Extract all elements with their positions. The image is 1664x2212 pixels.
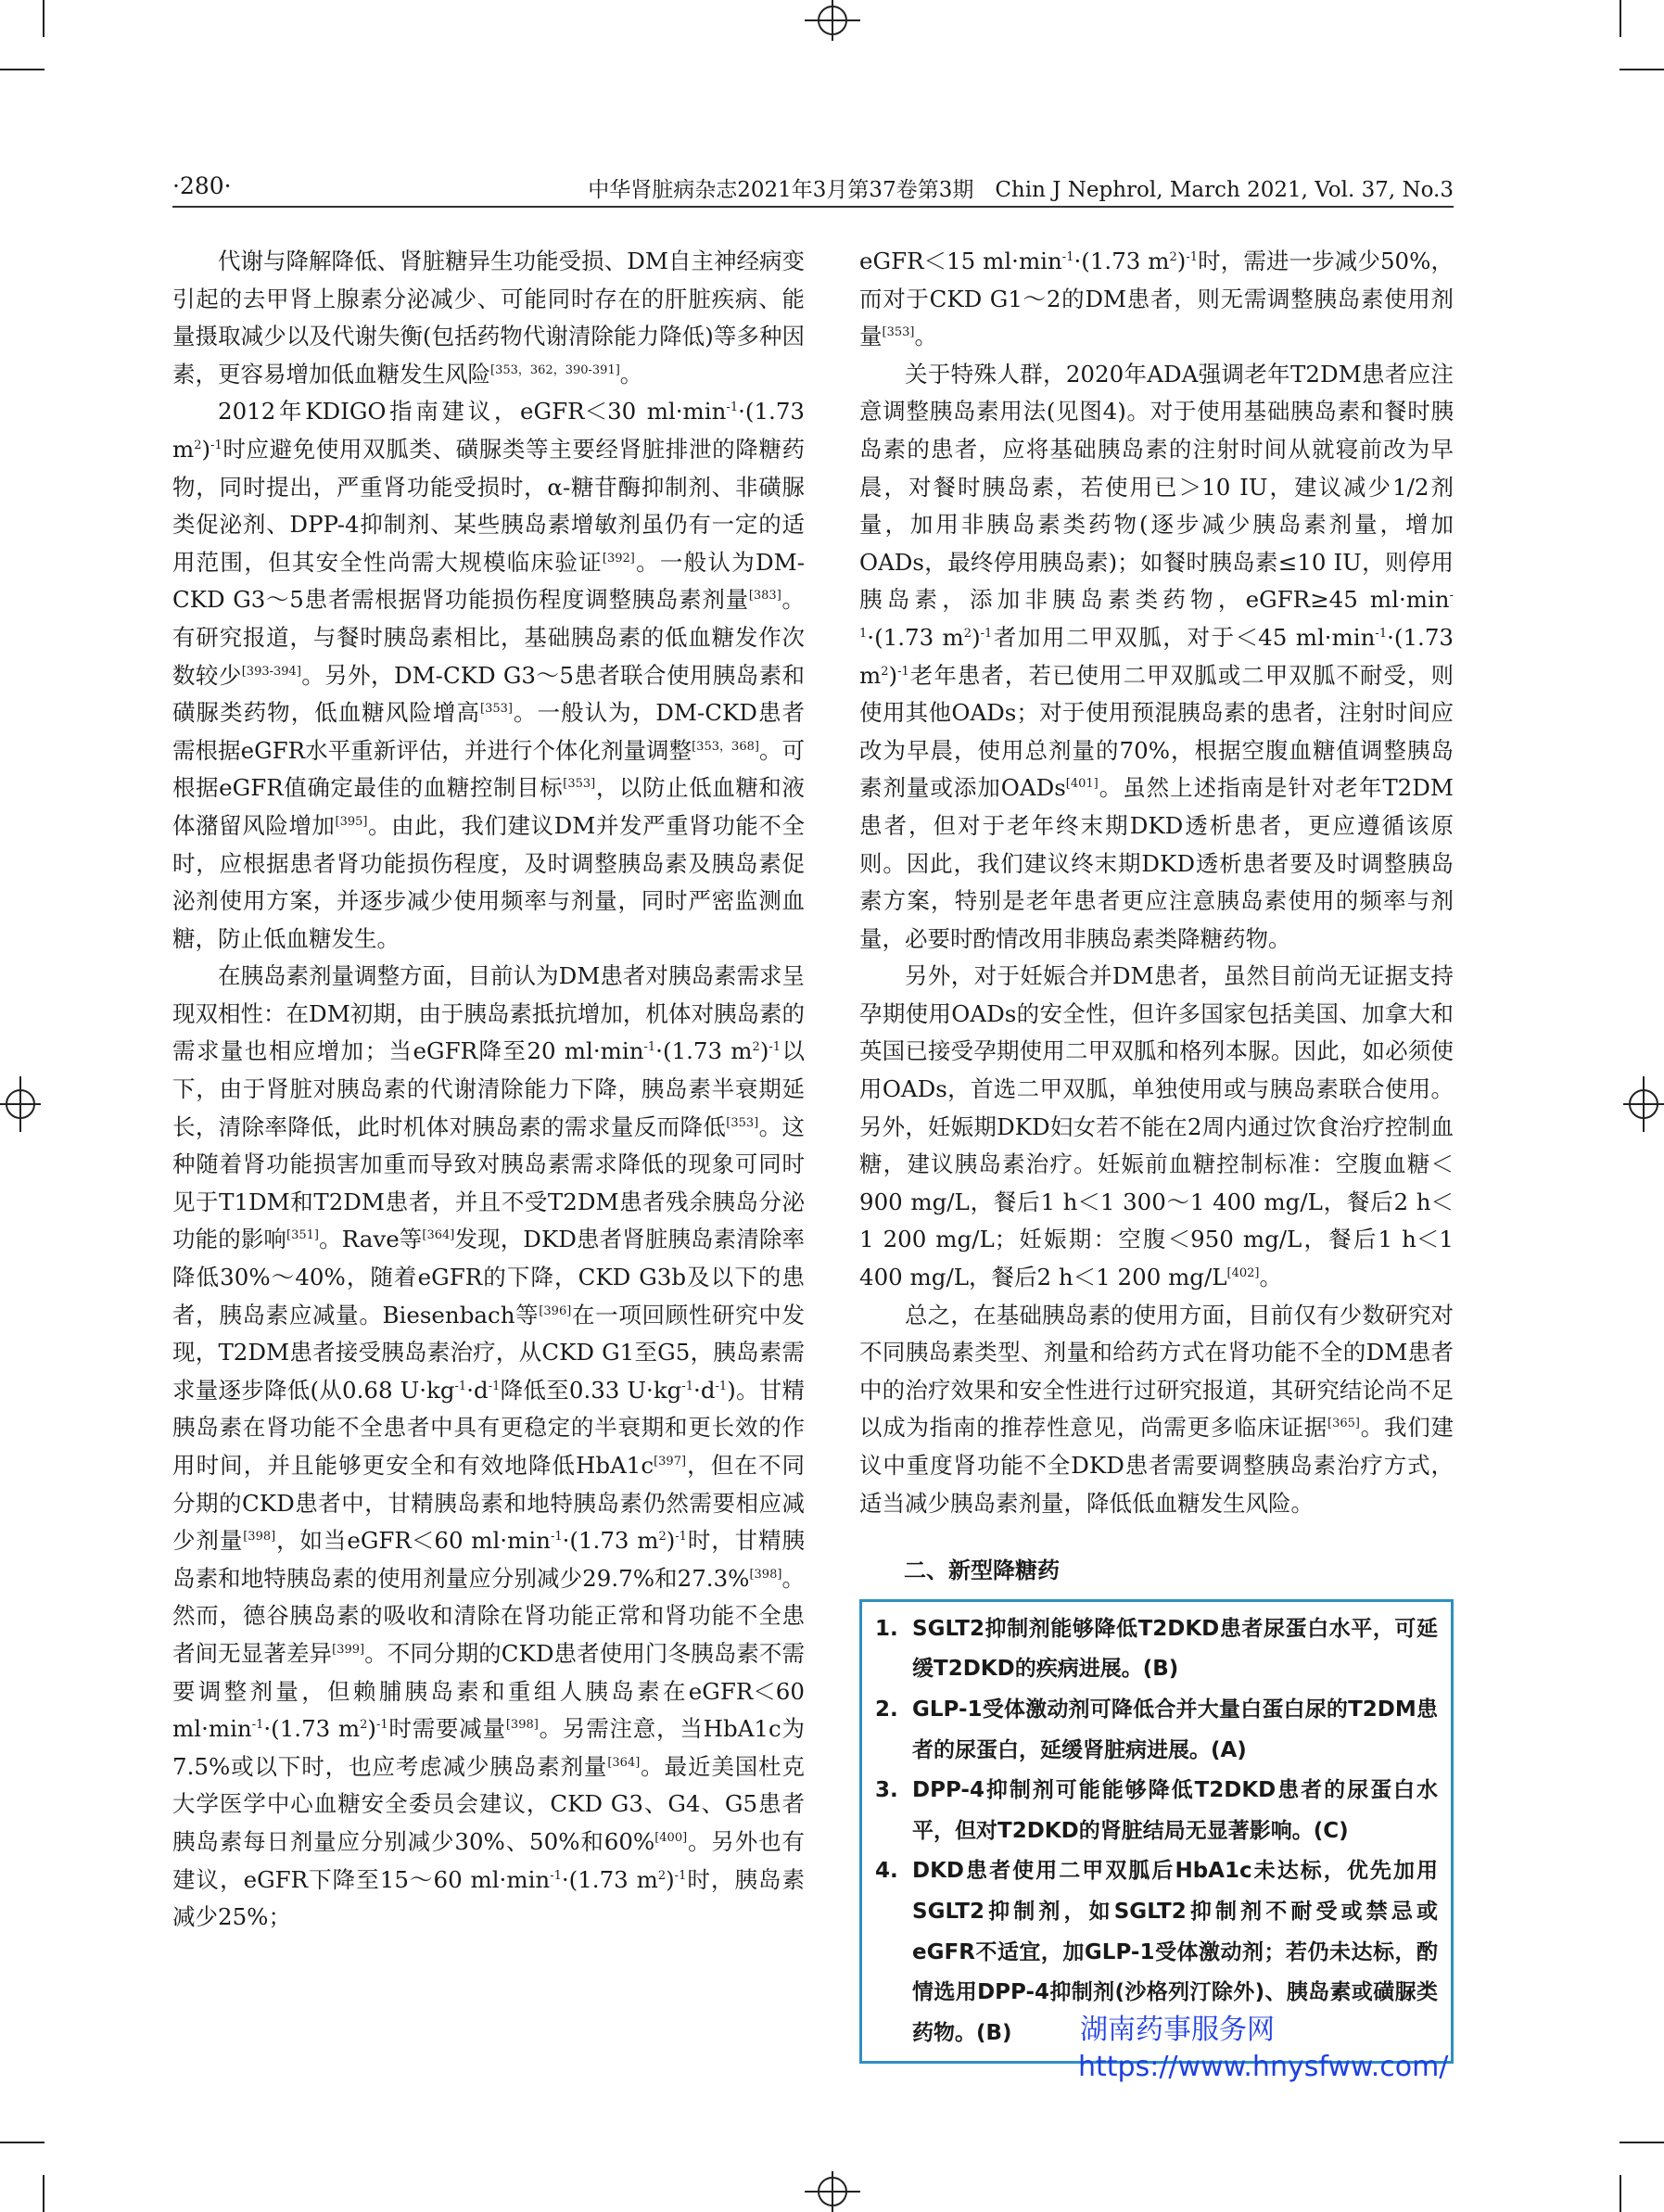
text-run: ) <box>888 661 898 689</box>
superscript: [364] <box>607 1755 641 1770</box>
crop-mark <box>43 0 44 37</box>
text-run: 总之，在基础胰岛素的使用方面，目前仅有少数研究对不同胰岛素类型、剂量和给药方式在肾功能不全的DM患者中的治疗效果和安全性进行过研究报道，其研究结论尚不足以成为指南的推荐性意见，尚需更多临床证据 <box>859 1301 1454 1442</box>
text-run: 时，需进一步减少50%，而对于CKD G1～2的DM患者，则无需调整胰岛素使用剂量 <box>859 248 1454 350</box>
superscript: -1 <box>375 1718 388 1732</box>
text-run: 时需要减量 <box>387 1715 506 1743</box>
text-run: ) <box>972 623 981 651</box>
recommendation-box <box>859 1599 1454 2065</box>
superscript: 2 <box>1169 249 1177 264</box>
superscript: [401] <box>1065 777 1099 792</box>
text-run: 。这种随着肾功能损害加重而导致对胰岛素需求降低的现象可同时见于T1DM和T2DM患者，并且不受T2DM患者残余胰岛分泌功能的影响 <box>172 1112 806 1253</box>
text-run: 老年患者，若已使用二甲双胍或二甲双胍不耐受，则使用其他OADs；对于使用预混胰岛素的患者，注射时间应改为早晨，使用总剂量的70%，根据空腹血糖值调整胰岛素剂量或添加OADs <box>859 661 1454 802</box>
text-run: 。另外也有建议，eGFR下降至15～60 ml·min <box>172 1827 805 1893</box>
text-run: 时，胰岛素减少25%； <box>172 1865 806 1931</box>
text-run: ·(1.73 m <box>562 1527 659 1555</box>
text-run: 在胰岛素剂量调整方面，目前认为DM患者对胰岛素需求呈现双相性：在DM初期，由于胰岛素抵抗增加，机体对胰岛素的需求量也相应增加；当eGFR降至20 ml·min <box>172 962 805 1065</box>
text-run: 另外，对于妊娠合并DM患者，虽然目前尚无证据支持孕期使用OADs的安全性，但许多国家包括美国、加拿大和英国已接受孕期使用二甲双胍和格列本脲。因此，如必须使用OADs，首选二甲双胍，单独使用或与胰岛素联合使用。另外，妊娠期DKD妇女若不能在2周内通过饮食治疗控制血糖，建议胰岛素治疗。妊娠前血糖控制标准：空腹血糖＜900 mg/L，餐后1 h＜1 300～1 400 mg/L，餐后2 h＜1 200 mg/L；妊娠期：空腹＜950 mg/L，餐后1 h＜1 400 mg/L，餐后2 h＜1 200 mg/L <box>859 962 1454 1291</box>
text-run: 在一项回顾性研究中发现，T2DM患者接受胰岛素治疗，从CKD G1至G5，胰岛素需求量逐步降低(从0.68 U·kg <box>172 1301 806 1404</box>
body-paragraph <box>859 958 1454 1296</box>
superscript: -1 <box>897 664 909 679</box>
crop-mark <box>43 2175 44 2212</box>
body-paragraph <box>172 393 805 958</box>
text-run: ·d <box>693 1376 716 1404</box>
superscript: 2 <box>963 626 972 641</box>
text-run: 代谢与降解降低、肾脏糖异生功能受损、DM自主神经病变引起的去甲肾上腺素分泌减少、可能同时存在的肝脏疾病、能量摄取减少以及代谢失衡(包括药物代谢清除能力降低)等多种因素，更容易增加低血糖发生风险 <box>172 248 805 388</box>
superscript: [392] <box>602 551 635 566</box>
text-run: ·d <box>466 1376 489 1404</box>
text-run: 。虽然上述指南是针对老年T2DM患者，但对于老年终末期DKD透析患者，更应遵循该原则。因此，我们建议终末期DKD透析患者要及时调整胰岛素方案，特别是老年患者更应注意胰岛素使用的频率与剂量，必要时酌情改用非胰岛素类降糖药物。 <box>859 774 1454 952</box>
recommendation-number: 1. <box>875 1616 898 1641</box>
section-title: 二、新型降糖药 <box>904 1557 1060 1584</box>
text-run: 。 <box>619 360 643 388</box>
text-run: 时，甘精胰岛素和地特胰岛素的使用剂量应分别减少29.7%和27.3% <box>172 1527 806 1592</box>
superscript: -1 <box>1061 249 1074 264</box>
watermark-url[interactable]: https://www.hnysfww.com/ <box>1078 2051 1449 2083</box>
body-paragraph <box>172 958 805 1936</box>
superscript: [398] <box>243 1530 276 1545</box>
text-run: ) <box>1176 248 1187 274</box>
registration-mark-left <box>0 1071 41 1138</box>
text-run: 。不同分期的CKD患者使用门冬胰岛素不需要调整剂量，但赖脯胰岛素和重组人胰岛素在eGFR＜60 ml·min <box>172 1639 805 1743</box>
superscript: -1 <box>768 1040 781 1055</box>
text-run: ·(1.73 m <box>172 398 805 463</box>
superscript: -1 <box>1375 626 1388 641</box>
crop-mark <box>1620 2175 1621 2212</box>
text-run: ，以防止低血糖和液体潴留风险增加 <box>172 774 806 839</box>
superscript: -1 <box>681 1379 694 1393</box>
text-run: 。另需注意，当HbA1c为7.5%或以下时，也应考虑减少胰岛素剂量 <box>172 1715 805 1780</box>
recommendation-number: 3. <box>875 1778 898 1803</box>
text-run: )。甘精胰岛素在肾功能不全患者中具有更稳定的半衰期和更长效的作用时间，并且能够更安全和有效地降低HbA1c <box>172 1376 805 1479</box>
superscript: -1 <box>488 1379 501 1393</box>
superscript: [365] <box>1327 1417 1360 1431</box>
superscript: [353] <box>882 325 915 340</box>
superscript: [353] <box>563 777 596 792</box>
crop-mark <box>1620 2142 1664 2143</box>
text-run: 。一般认为，DM-CKD患者需根据eGFR水平重新评估，并进行个体化剂量调整 <box>172 699 806 764</box>
text-run: 。一般认为DM-CKD G3～5患者需根据肾功能损伤程度调整胰岛素剂量 <box>172 548 805 614</box>
recommendation-item <box>875 1690 1438 1771</box>
superscript: 2 <box>881 664 889 679</box>
page-number: ·280· <box>172 172 232 199</box>
superscript: [353] <box>726 1115 759 1130</box>
superscript: [400] <box>654 1830 688 1845</box>
superscript: -1 <box>715 1379 728 1393</box>
recommendation-number: 4. <box>875 1859 898 1884</box>
text-run: ) <box>759 1037 769 1065</box>
superscript: [397] <box>654 1454 687 1468</box>
text-run: 以下，由于肾脏对胰岛素的代谢清除能力下降，胰岛素半衰期延长，清除率降低，此时机体对胰岛素的需求量反而降低 <box>172 1037 805 1140</box>
superscript: -1 <box>550 1868 562 1883</box>
running-header <box>172 169 1454 206</box>
superscript: 2 <box>658 1530 667 1545</box>
recommendation-number: 2. <box>875 1697 898 1722</box>
text-run: 发现，DKD患者肾脏胰岛素清除率降低30%～40%，随着eGFR的下降，CKD G3b及以下的患者，胰岛素应减量。Biesenbach等 <box>172 1226 805 1328</box>
superscript: -1 <box>210 438 222 452</box>
text-run: ·(1.73 m <box>655 1037 753 1065</box>
crop-mark <box>0 2142 44 2143</box>
text-run: 。然而，德谷胰岛素的吸收和清除在肾功能正常和肾功能不全患者间无显著差异 <box>172 1564 806 1667</box>
crop-mark <box>0 69 44 70</box>
text-run: 。最近美国杜克大学医学中心血糖安全委员会建议，CKD G3、G4、G5患者胰岛素每日剂量应分别减少30%、50%和60% <box>172 1752 806 1855</box>
text-run: 。Rave等 <box>319 1226 423 1253</box>
text-run: ) <box>367 1715 376 1743</box>
text-run: 。 <box>1259 1264 1282 1291</box>
superscript: [398] <box>505 1718 539 1732</box>
superscript: -1 <box>980 626 993 641</box>
crop-mark <box>1620 0 1621 37</box>
superscript: [402] <box>1226 1265 1260 1280</box>
text-run: 。由此，我们建议DM并发严重肾功能不全时，应根据患者肾功能损伤程度，及时调整胰岛素及胰岛素促泌剂使用方案，并逐步减少使用频率与剂量，同时严密监测血糖，防止低血糖发生。 <box>172 811 806 952</box>
recommendation-item <box>875 1771 1438 1851</box>
superscript: [353，368] <box>692 739 759 754</box>
crop-mark <box>1620 69 1664 70</box>
superscript: [395] <box>335 814 368 829</box>
recommendation-text: DKD患者使用二甲双胍后HbA1c未达标，优先加用SGLT2抑制剂，如SGLT2抑制剂不耐受或禁忌或eGFR不适宜，加GLP-1受体激动剂；若仍未达标，酌情选用DPP-4抑制剂(沙格列汀除外)、胰岛素或磺脲类药物。(B) <box>912 1859 1438 2045</box>
text-run: ·(1.73 m <box>859 623 1454 689</box>
text-run: 者加用二甲双胍，对于＜45 ml·min <box>992 623 1376 651</box>
body-paragraph <box>859 356 1454 959</box>
superscript: 2 <box>752 1040 760 1055</box>
left-column <box>172 243 805 1937</box>
superscript: -1 <box>454 1379 467 1393</box>
body-paragraph <box>859 243 1454 356</box>
text-run: eGFR＜15 ml·min <box>859 248 1062 274</box>
right-column-paragraphs <box>859 243 1454 1522</box>
right-column <box>859 243 1454 2064</box>
watermark-name: 湖南药事服务网 <box>1080 2014 1275 2046</box>
registration-mark-bottom <box>799 2171 866 2212</box>
text-run: ·(1.73 m <box>1073 248 1170 274</box>
text-run: ·(1.73 m <box>263 1715 361 1743</box>
header-rule <box>172 206 1454 208</box>
recommendation-item <box>875 1609 1438 1690</box>
body-paragraph <box>172 243 805 393</box>
recommendation-text: GLP-1受体激动剂可降低合并大量白蛋白尿的T2DM患者的尿蛋白，延缓肾脏病进展。(A) <box>912 1697 1438 1762</box>
text-run: 。 <box>914 323 937 350</box>
superscript: [399] <box>332 1642 365 1657</box>
journal-citation: 中华肾脏病杂志2021年3月第37卷第3期 Chin J Nephrol, March 2021, Vol. 37, No.3 <box>588 178 1454 202</box>
superscript: [364] <box>422 1228 455 1243</box>
superscript: -1 <box>1186 249 1199 264</box>
superscript: 2 <box>194 438 202 452</box>
superscript: 2 <box>657 1868 667 1883</box>
superscript: -1 <box>674 1868 687 1883</box>
text-run: ) <box>666 1865 675 1893</box>
text-run: ) <box>666 1527 676 1555</box>
text-run: 。我们建议中重度肾功能不全DKD患者需要调整胰岛素治疗方式，适当减少胰岛素剂量，降低低血糖发生风险。 <box>859 1414 1454 1517</box>
text-run: ·(1.73 m <box>561 1865 658 1893</box>
superscript: [383] <box>748 589 781 604</box>
text-run: ·(1.73 m <box>867 623 964 651</box>
recommendation-text: DPP-4抑制剂可能能够降低T2DKD患者的尿蛋白水平，但对T2DKD的肾脏结局无显著影响。(C) <box>912 1778 1438 1843</box>
text-run: 降低至0.33 U·kg <box>500 1376 682 1404</box>
text-run: 。可根据eGFR值确定最佳的血糖控制目标 <box>172 736 805 802</box>
text-run: 。另外，DM-CKD G3～5患者联合使用胰岛素和磺脲类药物，低血糖风险增高 <box>172 661 806 727</box>
text-run: ，如当eGFR＜60 ml·min <box>275 1527 551 1555</box>
superscript: [353] <box>480 701 513 716</box>
registration-mark-right <box>1623 1071 1664 1138</box>
superscript: [353，362，390-391] <box>490 362 620 377</box>
superscript: [351] <box>286 1228 320 1243</box>
superscript: -1 <box>251 1718 264 1732</box>
superscript: -1 <box>550 1530 563 1545</box>
superscript: 2 <box>360 1718 368 1732</box>
superscript: -1 <box>726 400 739 415</box>
superscript: -1 <box>675 1530 687 1545</box>
text-run: 关于特殊人群，2020年ADA强调老年T2DM患者应注意调整胰岛素用法(见图4)。对于使用基础胰岛素和餐时胰岛素的患者，应将基础胰岛素的注射时间从就寝前改为早晨，对餐时胰岛素，若使用已＞10 IU，建议减少1/2剂量，加用非胰岛素类药物(逐步减少胰岛素剂量，增加OADs，最终停用胰岛素)；如餐时胰岛素≤10 IU，则停用胰岛素，添加非胰岛素类药物，eGFR≥45 ml·min <box>859 360 1454 614</box>
recommendation-text: SGLT2抑制剂能够降低T2DKD患者尿蛋白水平，可延缓T2DKD的疾病进展。(B) <box>912 1616 1438 1682</box>
text-run: 2012年KDIGO指南建议，eGFR＜30 ml·min <box>218 398 727 426</box>
text-run: 时应避免使用双胍类、磺脲类等主要经肾脏排泄的降糖药物，同时提出，严重肾功能受损时，α-糖苷酶抑制剂、非磺脲类促泌剂、DPP-4抑制剂、某些胰岛素增敏剂虽仍有一定的适用范围，但其安全性尚需大规模临床验证 <box>172 435 805 576</box>
superscript: [393-394] <box>241 664 301 679</box>
text-run: 。有研究报道，与餐时胰岛素相比，基础胰岛素的低血糖发作次数较少 <box>172 586 806 689</box>
superscript: [398] <box>749 1567 782 1582</box>
superscript: -1 <box>643 1040 656 1055</box>
text-run: ，但在不同分期的CKD患者中，甘精胰岛素和地特胰岛素仍然需要相应减少剂量 <box>172 1452 805 1555</box>
body-paragraph <box>859 1297 1454 1523</box>
superscript: -1 <box>859 589 1454 641</box>
superscript: [396] <box>539 1303 572 1318</box>
site-watermark <box>1078 2012 1448 2086</box>
text-run: ) <box>201 435 211 463</box>
registration-mark-top <box>799 0 866 41</box>
